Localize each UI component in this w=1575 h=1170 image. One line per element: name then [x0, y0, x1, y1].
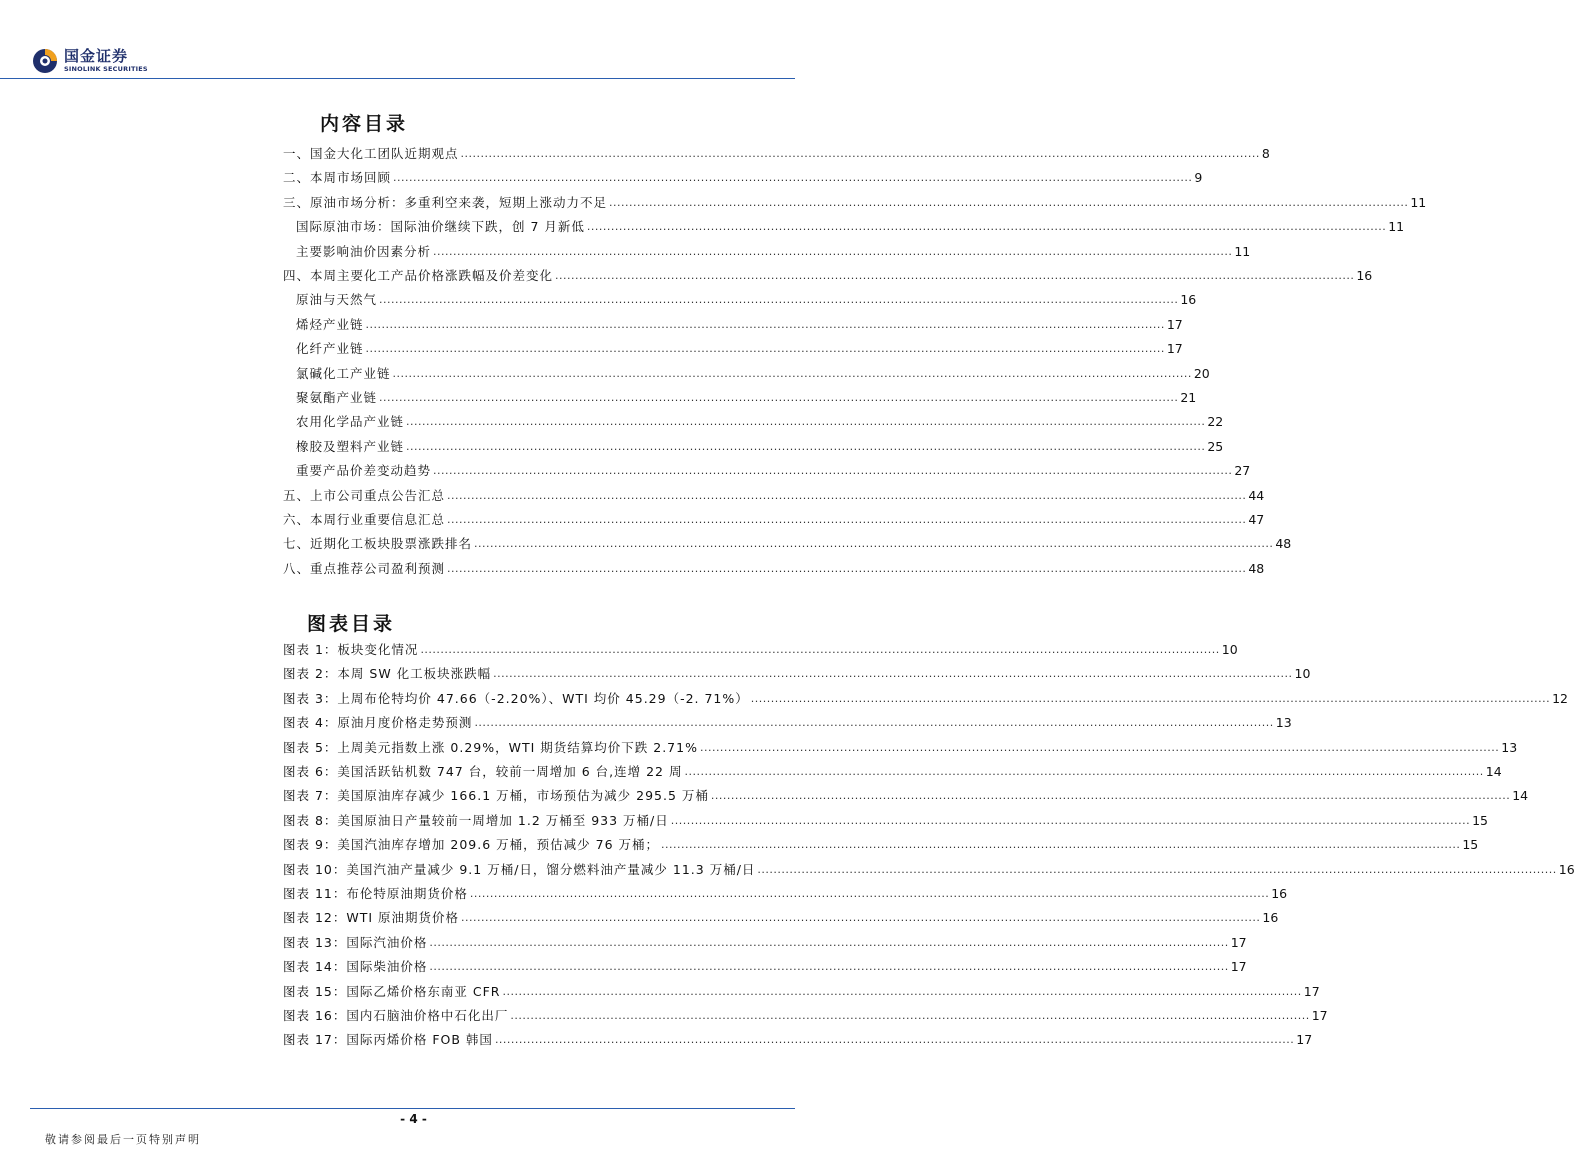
toc-page-number: 17 [1166, 341, 1183, 357]
toc-leader-dots: ........................................................................................................................................................................................................ [433, 464, 1233, 478]
toc-entry-label: 图表 13：国际汽油价格 [283, 934, 428, 950]
toc-entry[interactable] [283, 364, 1210, 384]
toc-leader-dots: ........................................................................................................................................................................................................ [670, 813, 1471, 827]
toc-entry[interactable] [283, 486, 1265, 506]
toc-entry[interactable] [283, 884, 1288, 904]
toc-entry-label: 图表 5：上周美元指数上涨 0.29%，WTI 期货结算均价下跌 2.71% [283, 739, 698, 755]
footer-disclaimer: 敬请参阅最后一页特别声明 [45, 1133, 201, 1146]
toc-leader-dots: ........................................................................................................................................................................................................ [447, 561, 1247, 575]
toc-entry[interactable] [283, 412, 1224, 432]
toc-entry[interactable] [283, 738, 1518, 758]
toc-entry[interactable] [283, 266, 1373, 286]
toc-entry-label: 图表 9：美国汽油库存增加 209.6 万桶，预估减少 76 万桶； [283, 837, 660, 853]
toc-leader-dots: ........................................................................................................................................................................................................ [699, 740, 1500, 754]
toc-entry[interactable] [283, 217, 1405, 237]
toc-leader-dots: ........................................................................................................................................................................................................ [555, 269, 1355, 282]
toc-page-number: 17 [1311, 1008, 1328, 1023]
toc-entry[interactable] [283, 664, 1311, 684]
toc-entry-label: 图表 14：国际柴油价格 [283, 959, 428, 975]
toc-page-number: 48 [1248, 560, 1265, 576]
toc-page-number: 15 [1462, 837, 1479, 853]
toc-leader-dots: ........................................................................................................................................................................................................ [447, 488, 1247, 502]
toc-page-number: 17 [1230, 959, 1247, 975]
toc-entry[interactable] [283, 786, 1529, 806]
toc-leader-dots: ........................................................................................................................................................................................................ [710, 789, 1511, 803]
toc-entry[interactable] [283, 144, 1270, 164]
toc-leader-dots: ........................................................................................................................................................................................................ [365, 342, 1165, 356]
toc-entry-label: 聚氨酯产业链 [296, 390, 378, 405]
toc-entry-label: 一、国金大化工团队近期观点 [283, 146, 459, 161]
toc-entry-label: 图表 17：国际丙烯价格 FOB 韩国 [283, 1032, 493, 1048]
toc-entry-label: 三、原油市场分析：多重利空来袭，短期上涨动力不足 [283, 194, 608, 210]
toc-page-number: 16 [1180, 292, 1197, 308]
toc-entry-label: 八、重点推荐公司盈利预测 [283, 560, 446, 576]
toc-page-number: 44 [1248, 487, 1265, 503]
toc-leader-dots: ........................................................................................................................................................................................................ [420, 643, 1220, 656]
toc-page-number: 10 [1221, 642, 1238, 657]
toc-page-number: 9 [1194, 170, 1203, 186]
toc-leader-dots: ........................................................................................................................................................................................................ [750, 691, 1551, 705]
toc-entry-label: 图表 3：上周布伦特均价 47.66（-2.20%）、WTI 均价 45.29（-2. 71%） [283, 690, 749, 706]
toc-page-number: 14 [1485, 764, 1502, 779]
toc-entry-label: 图表 8：美国原油日产量较前一周增加 1.2 万桶至 933 万桶/日 [283, 812, 669, 828]
toc-entry-label: 化纤产业链 [296, 341, 364, 357]
toc-entry[interactable] [283, 290, 1197, 310]
toc-entry-label: 图表 6：美国活跃钻机数 747 台，较前一周增加 6 台,连增 22 周 [283, 764, 683, 779]
toc-page-number: 20 [1193, 365, 1210, 381]
toc-entry-label: 图表 11：布伦特原油期货价格 [283, 886, 468, 901]
brand-name-en: SINOLINK SECURITIES [64, 65, 148, 74]
toc-entry[interactable] [283, 762, 1502, 782]
toc-entry-label: 原油与天然气 [296, 292, 378, 308]
toc-leader-dots: ........................................................................................................................................................................................................ [433, 244, 1233, 258]
footer-divider [30, 1108, 795, 1109]
toc-entry[interactable] [283, 168, 1203, 188]
toc-entry[interactable] [283, 193, 1427, 213]
toc-entry[interactable] [283, 835, 1479, 855]
toc-entry-label: 图表 1：板块变化情况 [283, 642, 419, 657]
toc-page-number: 22 [1207, 414, 1224, 430]
toc-entry-label: 图表 15：国际乙烯价格东南亚 CFR [283, 983, 501, 999]
toc-entry[interactable] [283, 461, 1251, 481]
toc-leader-dots: ........................................................................................................................................................................................................ [502, 984, 1302, 998]
toc-entry[interactable] [283, 957, 1247, 977]
toc-entry[interactable] [283, 908, 1279, 928]
toc-page-number: 11 [1234, 243, 1251, 259]
toc-leader-dots: ........................................................................................................................................................................................................ [474, 716, 1274, 730]
contents-title: 内容目录 [320, 113, 409, 135]
toc-leader-dots: ........................................................................................................................................................................................................ [406, 415, 1206, 429]
brand-name-cn: 国金证券 [64, 47, 129, 66]
toc-page-number: 17 [1230, 934, 1247, 950]
toc-leader-dots: ........................................................................................................................................................................................................ [469, 887, 1270, 900]
toc-page-number: 17 [1296, 1032, 1313, 1048]
toc-page-number: 14 [1512, 788, 1529, 804]
toc-entry-label: 四、本周主要化工产品价格涨跌幅及价差变化 [283, 268, 554, 283]
toc-entry[interactable] [283, 640, 1238, 660]
toc-entry-label: 图表 2：本周 SW 化工板块涨跌幅 [283, 666, 492, 682]
toc-leader-dots: ........................................................................................................................................................................................................ [392, 366, 1192, 380]
brand-logo [32, 48, 148, 74]
toc-page-number: 13 [1501, 739, 1518, 755]
toc-entry-label: 氯碱化工产业链 [296, 365, 391, 381]
page-header [0, 0, 827, 80]
toc-entry-label: 烯烃产业链 [296, 316, 364, 332]
toc-page-number: 16 [1558, 861, 1575, 877]
toc-page-number: 21 [1180, 390, 1197, 405]
toc-entry-label: 图表 16：国内石脑油价格中石化出厂 [283, 1008, 509, 1023]
toc-leader-dots: ........................................................................................................................................................................................................ [365, 317, 1165, 331]
toc-page-number: 13 [1275, 715, 1292, 731]
toc-page-number: 12 [1552, 690, 1568, 706]
toc-leader-dots: ........................................................................................................................................................................................................ [609, 195, 1409, 209]
toc-entry[interactable] [283, 315, 1183, 335]
toc-leader-dots: ........................................................................................................................................................................................................ [684, 765, 1484, 778]
toc-leader-dots: ........................................................................................................................................................................................................ [493, 667, 1293, 681]
toc-leader-dots: ........................................................................................................................................................................................................ [661, 838, 1461, 852]
toc-page-number: 16 [1356, 268, 1373, 283]
toc-entry[interactable] [283, 534, 1292, 554]
toc-entry[interactable] [283, 559, 1265, 579]
toc-entry[interactable] [283, 982, 1320, 1002]
toc-entry[interactable] [283, 713, 1292, 733]
toc-leader-dots: ........................................................................................................................................................................................................ [757, 862, 1557, 876]
toc-leader-dots: ........................................................................................................................................................................................................ [460, 147, 1260, 160]
toc-entry[interactable] [283, 1006, 1328, 1026]
toc-entry[interactable] [283, 689, 1568, 709]
toc-entry-label: 主要影响油价因素分析 [296, 243, 432, 259]
toc-page-number: 25 [1207, 438, 1224, 454]
toc-page-number: 48 [1275, 536, 1292, 552]
figures-title: 图表目录 [307, 613, 396, 635]
toc-leader-dots: ........................................................................................................................................................................................................ [429, 960, 1229, 974]
toc-page-number: 17 [1166, 316, 1183, 332]
toc-entry-label: 图表 4：原油月度价格走势预测 [283, 715, 473, 731]
toc-entry-label: 二、本周市场回顾 [283, 170, 392, 186]
sinolink-logo-icon [32, 48, 58, 74]
toc-page-number: 11 [1410, 194, 1427, 210]
toc-entry[interactable] [283, 388, 1197, 408]
toc-entry-label: 图表 10：美国汽油产量减少 9.1 万桶/日，馏分燃料油产量减少 11.3 万桶/日 [283, 861, 756, 877]
toc-entry-label: 国际原油市场：国际油价继续下跌，创 7 月新低 [296, 219, 585, 235]
toc-entry-label: 图表 12：WTI 原油期货价格 [283, 910, 460, 926]
toc-leader-dots: ........................................................................................................................................................................................................ [510, 1009, 1310, 1022]
toc-leader-dots: ........................................................................................................................................................................................................ [447, 513, 1247, 526]
toc-entry-label: 六、本周行业重要信息汇总 [283, 512, 446, 527]
toc-entry-label: 重要产品价差变动趋势 [296, 463, 432, 479]
toc-entry-label: 五、上市公司重点公告汇总 [283, 487, 446, 503]
toc-entry[interactable] [283, 510, 1265, 530]
toc-entry[interactable] [283, 860, 1575, 880]
toc-page-number: 10 [1294, 666, 1311, 682]
toc-leader-dots: ........................................................................................................................................................................................................ [461, 911, 1261, 925]
toc-entry[interactable] [283, 339, 1183, 359]
page-number: - 4 - [400, 1112, 427, 1126]
toc-entry-label: 橡胶及塑料产业链 [296, 438, 405, 454]
toc-leader-dots: ........................................................................................................................................................................................................ [379, 293, 1179, 307]
toc-entry-label: 农用化学品产业链 [296, 414, 405, 430]
toc-entry[interactable] [283, 242, 1251, 262]
toc-entry[interactable] [283, 811, 1489, 831]
toc-page-number: 27 [1234, 463, 1251, 479]
header-divider [0, 78, 795, 79]
toc-leader-dots: ........................................................................................................................................................................................................ [474, 537, 1274, 551]
toc-entry[interactable] [283, 437, 1224, 457]
toc-page-number: 8 [1261, 146, 1270, 161]
toc-entry[interactable] [283, 933, 1247, 953]
toc-entry[interactable] [283, 1030, 1313, 1050]
toc-page-number: 16 [1262, 910, 1279, 926]
toc-leader-dots: ........................................................................................................................................................................................................ [393, 171, 1193, 185]
toc-page-number: 11 [1388, 219, 1405, 235]
toc-leader-dots: ........................................................................................................................................................................................................ [429, 935, 1229, 949]
toc-leader-dots: ........................................................................................................................................................................................................ [379, 391, 1179, 404]
toc-page-number: 16 [1271, 886, 1288, 901]
toc-page-number: 17 [1303, 983, 1320, 999]
toc-leader-dots: ........................................................................................................................................................................................................ [586, 220, 1387, 234]
toc-page-number: 47 [1248, 512, 1265, 527]
toc-leader-dots: ........................................................................................................................................................................................................ [494, 1033, 1295, 1047]
toc-entry-label: 七、近期化工板块股票涨跌排名 [283, 536, 473, 552]
toc-entry-label: 图表 7：美国原油库存减少 166.1 万桶，市场预估为减少 295.5 万桶 [283, 788, 709, 804]
toc-leader-dots: ........................................................................................................................................................................................................ [406, 439, 1206, 453]
toc-page-number: 15 [1472, 812, 1489, 828]
